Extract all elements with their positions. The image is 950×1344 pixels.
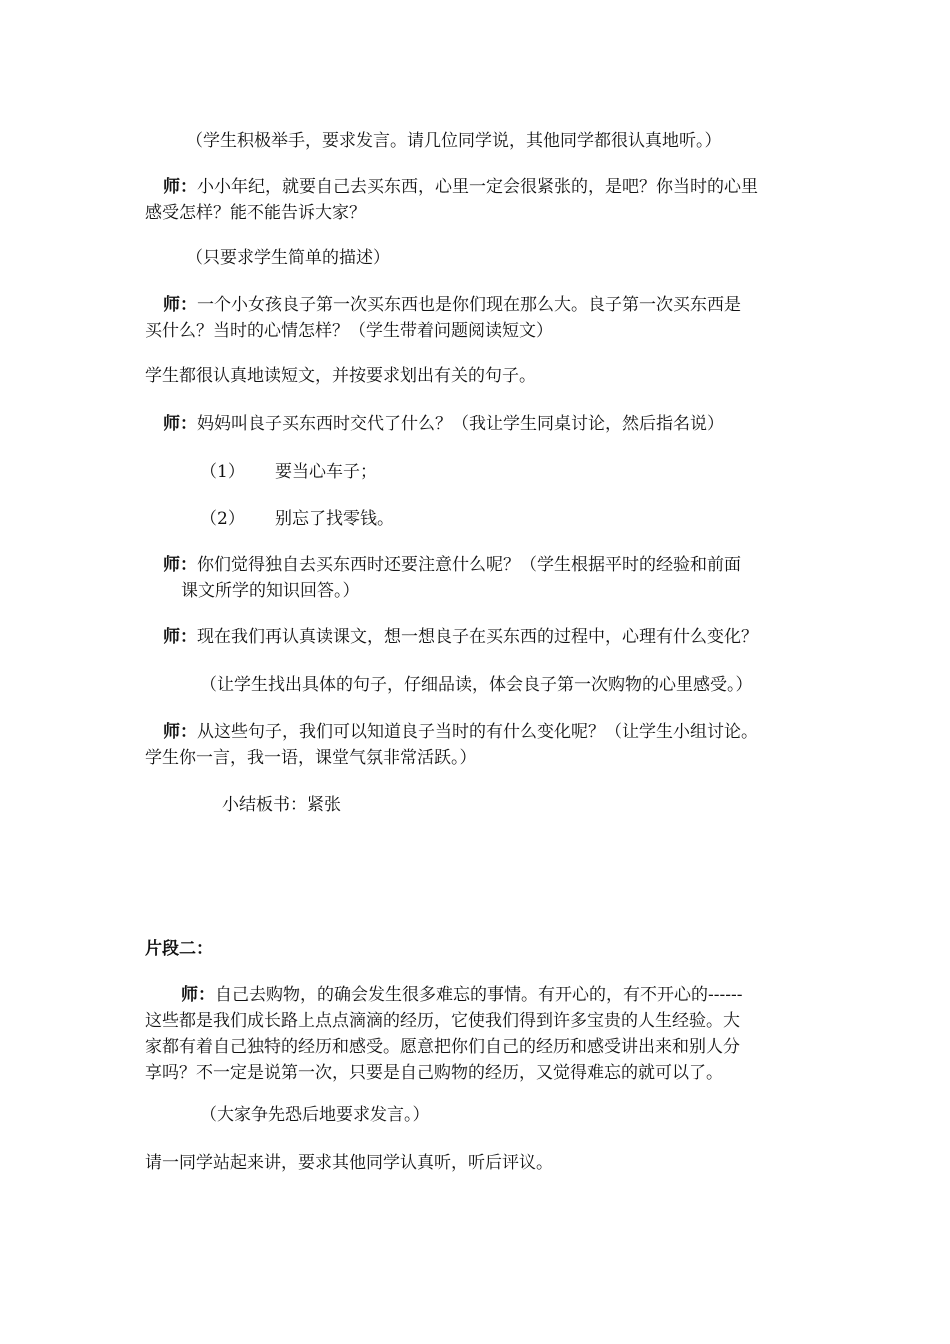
paragraph-12-line-2: 这些都是我们成长路上点点滴滴的经历，它使我们得到许多宝贵的人生经验。大 xyxy=(145,1011,740,1031)
list-item-text: 要当心车子； xyxy=(275,462,377,482)
paragraph-14: 请一同学站起来讲，要求其他同学认真听，听后评议。 xyxy=(145,1153,553,1173)
paragraph-7-line-2: 课文所学的知识回答。） xyxy=(181,581,360,601)
list-item-text: 别忘了找零钱。 xyxy=(275,509,394,529)
list-item xyxy=(200,506,394,532)
list-item xyxy=(200,459,377,485)
paragraph-7 xyxy=(145,552,815,604)
paragraph-8 xyxy=(145,624,835,650)
paragraph-2-line-1: 小小年纪，就要自己去买东西，心里一定会很紧张的，是吧？你当时的心里 xyxy=(197,177,758,197)
speaker-label: 师： xyxy=(181,985,215,1005)
paragraph-12-line-3: 家都有着自己独特的经历和感受。愿意把你们自己的经历和感受讲出来和别人分 xyxy=(145,1037,740,1057)
board-summary: 小结板书：紧张 xyxy=(222,795,341,815)
speaker-label: 师： xyxy=(163,177,197,197)
paragraph-10 xyxy=(145,719,835,771)
speaker-label: 师： xyxy=(163,555,197,575)
paragraph-6-text: 妈妈叫良子买东西时交代了什么？（我让学生同桌讨论，然后指名说） xyxy=(197,414,724,434)
paragraph-12 xyxy=(145,982,825,1086)
paragraph-10-line-2: 学生你一言，我一语，课堂气氛非常活跃。） xyxy=(145,748,477,768)
paragraph-7-line-1: 你们觉得独自去买东西时还要注意什么呢？（学生根据平时的经验和前面 xyxy=(197,555,741,575)
speaker-label: 师： xyxy=(163,722,197,742)
paragraph-1: （学生积极举手，要求发言。请几位同学说，其他同学都很认真地听。） xyxy=(186,131,722,151)
paragraph-8-text: 现在我们再认真读课文，想一想良子在买东西的过程中，心理有什么变化？ xyxy=(197,627,758,647)
speaker-label: 师： xyxy=(163,627,197,647)
paragraph-9: （让学生找出具体的句子，仔细品读，体会良子第一次购物的心里感受。） xyxy=(200,675,753,695)
paragraph-12-line-4: 享吗？不一定是说第一次，只要是自己购物的经历，又觉得难忘的就可以了。 xyxy=(145,1063,723,1083)
list-item-number: （1） xyxy=(200,462,245,482)
paragraph-2 xyxy=(145,174,815,226)
paragraph-4 xyxy=(145,292,815,344)
paragraph-3: （只要求学生简单的描述） xyxy=(186,248,390,268)
paragraph-4-line-1: 一个小女孩良子第一次买东西也是你们现在那么大。良子第一次买东西是 xyxy=(197,295,741,315)
paragraph-5: 学生都很认真地读短文，并按要求划出有关的句子。 xyxy=(145,366,536,386)
paragraph-4-line-2: 买什么？当时的心情怎样？（学生带着问题阅读短文） xyxy=(145,321,553,341)
section-title: 片段二： xyxy=(145,939,213,959)
speaker-label: 师： xyxy=(163,295,197,315)
paragraph-12-line-1: 自己去购物，的确会发生很多难忘的事情。有开心的，有不开心的------ xyxy=(215,985,743,1005)
paragraph-10-line-1: 从这些句子，我们可以知道良子当时的有什么变化呢？（让学生小组讨论。 xyxy=(197,722,758,742)
paragraph-2-line-2: 感受怎样？能不能告诉大家？ xyxy=(145,203,366,223)
paragraph-13: （大家争先恐后地要求发言。） xyxy=(200,1105,430,1125)
speaker-label: 师： xyxy=(163,414,197,434)
list-item-number: （2） xyxy=(200,509,245,529)
paragraph-6 xyxy=(145,411,815,437)
